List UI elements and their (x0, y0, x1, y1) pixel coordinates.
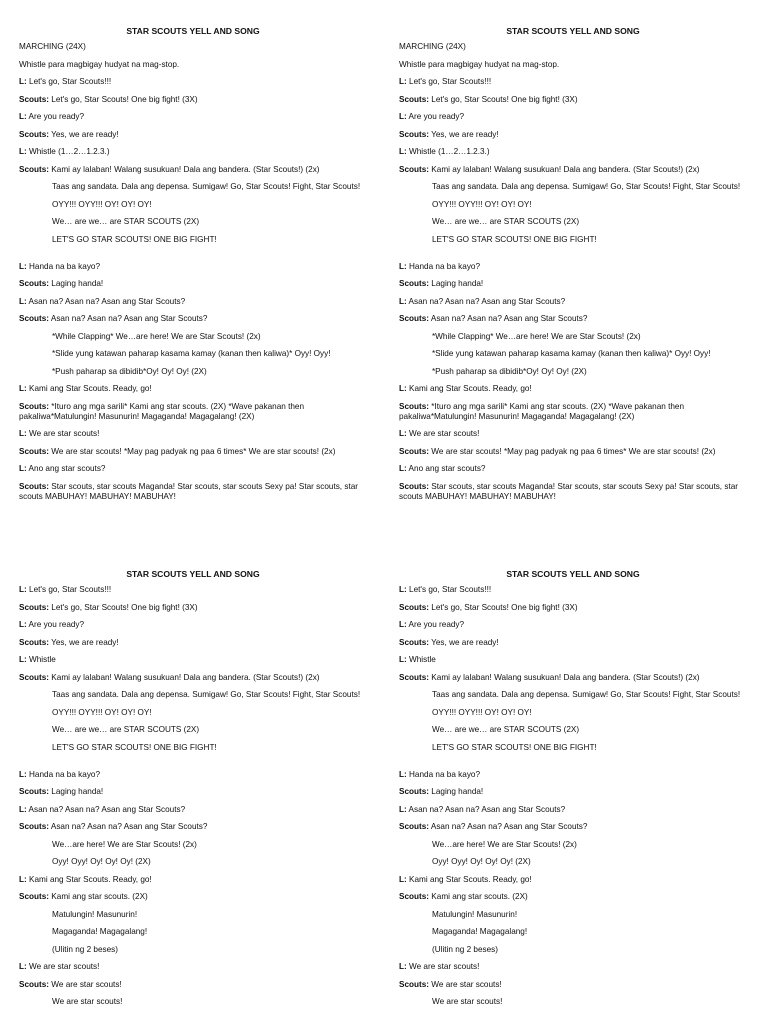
speaker-label: L: (19, 804, 27, 814)
script-line (19, 95, 379, 105)
speaker-label: L: (399, 112, 407, 121)
speaker-label: Scouts: (399, 129, 430, 139)
script-line (19, 384, 379, 394)
line-text: Whistle para magbigay hudyat na mag-stop. (19, 59, 180, 69)
speaker-label: Scouts: (19, 164, 50, 174)
panel-lines (399, 585, 759, 1007)
line-text: Asan na? Asan na? Asan ang Star Scouts? (406, 804, 566, 814)
line-text: Kami ang star scouts. (2X) (49, 892, 148, 901)
speaker-label: L: (19, 962, 27, 971)
line-text: Whistle (1…2…1.2.3.) (406, 147, 490, 156)
script-line (19, 910, 379, 920)
speaker-label: L: (399, 429, 407, 438)
line-text: We are star scouts! (52, 997, 123, 1006)
line-text: Let's go, Star Scouts!!! (406, 585, 492, 594)
line-text: Ano ang star scouts? (26, 464, 106, 473)
speaker-label: Scouts: (19, 401, 50, 411)
line-text: We… are we… are STAR SCOUTS (2X) (432, 725, 580, 734)
script-line (399, 725, 759, 735)
script-line (399, 840, 759, 850)
script-line (399, 962, 759, 972)
line-text: MARCHING (24X) (19, 42, 86, 51)
speaker-label: Scouts: (399, 481, 430, 491)
script-line (19, 60, 379, 70)
line-text: Yes, we are ready! (49, 637, 119, 647)
line-text: Yes, we are ready! (49, 129, 119, 139)
panel-bottom-right (399, 569, 759, 1015)
script-line (19, 875, 379, 885)
script-line (399, 235, 759, 245)
line-text: Matulungin! Masunurin! (432, 909, 518, 919)
line-text: Laging handa! (429, 787, 484, 796)
script-line (19, 603, 379, 613)
speaker-label: Scouts: (399, 314, 430, 323)
script-line (399, 279, 759, 289)
script-line (19, 42, 379, 52)
script-line (399, 464, 759, 474)
script-line (19, 725, 379, 735)
line-text: *While Clapping* We…are here! We are Star Scouts! (2x) (432, 331, 641, 341)
line-text: We… are we… are STAR SCOUTS (2X) (52, 217, 200, 226)
script-line (399, 42, 759, 52)
script-line (19, 962, 379, 972)
line-text: Let's go, Star Scouts! One big fight! (3X) (49, 94, 198, 104)
line-text: Are you ready? (406, 112, 465, 121)
script-line (399, 980, 759, 990)
script-line (19, 770, 379, 780)
script-line (399, 200, 759, 210)
script-line (399, 638, 759, 648)
line-text: Laging handa! (49, 279, 104, 288)
line-text: Let's go, Star Scouts!!! (406, 77, 492, 86)
line-text: Magaganda! Magagalang! (52, 927, 148, 936)
speaker-label: L: (19, 147, 27, 156)
line-text: Asan na? Asan na? Asan ang Star Scouts? (49, 314, 208, 323)
script-line (19, 980, 379, 990)
script-line (19, 447, 379, 457)
line-text: Laging handa! (49, 787, 104, 796)
line-text: We are star scouts! (406, 962, 480, 971)
script-line (19, 200, 379, 210)
panel-title: STAR SCOUTS YELL AND SONG (126, 26, 260, 36)
speaker-label: L: (19, 429, 27, 438)
line-text: Kami ay lalaban! Walang susukuan! Dala ang bandera. (Star Scouts!) (2x) (429, 672, 700, 682)
speaker-label: Scouts: (19, 672, 50, 682)
script-line (19, 165, 379, 175)
speaker-label: Scouts: (19, 892, 50, 901)
script-line (19, 77, 379, 87)
speaker-label: Scouts: (19, 94, 50, 104)
script-line (19, 332, 379, 342)
line-text: *Slide yung katawan paharap kasama kamay (kanan then kaliwa)* Oyy! Oyy! (432, 349, 711, 358)
speaker-label: L: (399, 962, 407, 971)
line-text: Taas ang sandata. Dala ang depensa. Sumigaw! Go, Star Scouts! Fight, Star Scouts! (52, 690, 361, 699)
script-line (19, 857, 379, 867)
script-line (399, 262, 759, 272)
script-line (399, 603, 759, 613)
line-text: Asan na? Asan na? Asan ang Star Scouts? (26, 296, 186, 306)
script-line (19, 708, 379, 718)
speaker-label: L: (19, 77, 27, 86)
script-line (399, 297, 759, 307)
speaker-label: Scouts: (399, 446, 430, 456)
script-line (19, 367, 379, 377)
line-text: OYY!!! OYY!!! OY! OY! OY! (432, 707, 532, 717)
line-text: We are star scouts! (432, 997, 503, 1006)
script-line (19, 112, 379, 122)
line-text: Taas ang sandata. Dala ang depensa. Sumigaw! Go, Star Scouts! Fight, Star Scouts! (52, 182, 361, 191)
line-text: Asan na? Asan na? Asan ang Star Scouts? (429, 314, 588, 323)
line-text: *Ituro ang mga sarili* Kami ang star scouts. (2X) *Wave pakanan then pakaliwa*Matulungin! Masunurin! Magaganda! Magagalang! (2X) (399, 401, 685, 421)
line-text: Whistle (1…2…1.2.3.) (26, 147, 110, 156)
line-text: Taas ang sandata. Dala ang depensa. Sumigaw! Go, Star Scouts! Fight, Star Scouts! (432, 182, 741, 191)
script-line (399, 822, 759, 832)
speaker-label: L: (19, 874, 27, 884)
line-text: We are star scouts! (429, 979, 502, 989)
script-line (19, 482, 379, 502)
script-line (399, 147, 759, 157)
line-text: LET'S GO STAR SCOUTS! ONE BIG FIGHT! (432, 742, 597, 752)
panel-top-left (19, 26, 379, 509)
script-line (19, 314, 379, 324)
line-text: Handa na ba kayo? (406, 769, 481, 779)
script-line (19, 822, 379, 832)
line-text: Kami ang Star Scouts. Ready, go! (26, 384, 152, 393)
speaker-label: L: (19, 261, 27, 271)
script-line (399, 892, 759, 902)
script-line (19, 927, 379, 937)
speaker-label: Scouts: (399, 279, 430, 288)
speaker-label: Scouts: (19, 822, 50, 831)
line-text: *Ituro ang mga sarili* Kami ang star scouts. (2X) *Wave pakanan then pakaliwa*Matulungin! Masunurin! Magaganda! Magagalang! (2X) (19, 401, 305, 421)
script-line (19, 945, 379, 955)
script-line (19, 182, 379, 192)
line-text: Kami ang Star Scouts. Ready, go! (406, 384, 532, 393)
speaker-label: L: (399, 874, 407, 884)
script-line (399, 165, 759, 175)
panel-lines (399, 42, 759, 502)
script-line (399, 217, 759, 227)
script-line (19, 840, 379, 850)
line-text: We… are we… are STAR SCOUTS (2X) (52, 725, 200, 734)
line-text: Oyy! Oyy! Oy! Oy! Oy! (2X) (52, 857, 151, 866)
script-line (399, 787, 759, 797)
script-line (19, 279, 379, 289)
speaker-label: L: (19, 585, 27, 594)
panel-title: STAR SCOUTS YELL AND SONG (126, 569, 260, 579)
line-text: We are star scouts! (26, 962, 100, 971)
script-line (19, 673, 379, 683)
script-line (19, 147, 379, 157)
speaker-label: Scouts: (19, 979, 50, 989)
line-text: Are you ready? (26, 112, 85, 121)
speaker-label: Scouts: (19, 129, 50, 139)
script-line (399, 77, 759, 87)
line-text: LET'S GO STAR SCOUTS! ONE BIG FIGHT! (52, 742, 217, 752)
panel-title: STAR SCOUTS YELL AND SONG (506, 26, 640, 36)
line-text: Kami ay lalaban! Walang susukuan! Dala ang bandera. (Star Scouts!) (2x) (429, 164, 700, 174)
line-text: Asan na? Asan na? Asan ang Star Scouts? (26, 804, 186, 814)
speaker-label: L: (399, 296, 407, 306)
line-text: Star scouts, star scouts Maganda! Star scouts, star scouts Sexy pa! Star scouts, star scouts MABUHAY! MABUHAY! MABUHAY! (19, 481, 359, 501)
line-text: Laging handa! (429, 279, 484, 288)
speaker-label: L: (399, 77, 407, 86)
line-text: Matulungin! Masunurin! (52, 909, 138, 919)
script-line (399, 402, 759, 422)
line-text: We are star scouts! *May pag padyak ng paa 6 times* We are star scouts! (2x) (429, 446, 716, 456)
speaker-label: L: (399, 147, 407, 156)
line-text: OYY!!! OYY!!! OY! OY! OY! (432, 199, 532, 209)
line-text: Yes, we are ready! (429, 129, 499, 139)
line-text: Kami ang Star Scouts. Ready, go! (406, 874, 532, 884)
script-line (399, 655, 759, 665)
line-text: We are star scouts! *May pag padyak ng paa 6 times* We are star scouts! (2x) (49, 446, 336, 456)
line-text: Are you ready? (26, 620, 85, 629)
line-text: Magaganda! Magagalang! (432, 927, 528, 936)
line-text: Whistle para magbigay hudyat na mag-stop. (399, 59, 560, 69)
line-text: *Push paharap sa dibidib*Oy! Oy! Oy! (2X) (432, 366, 587, 376)
script-line (19, 464, 379, 474)
panel-lines (19, 585, 379, 1007)
speaker-label: L: (399, 384, 407, 393)
speaker-label: Scouts: (399, 822, 430, 831)
line-text: Whistle (406, 655, 436, 664)
speaker-label: L: (399, 804, 407, 814)
script-line (399, 620, 759, 630)
script-line (19, 805, 379, 815)
speaker-label: Scouts: (399, 94, 430, 104)
script-line (19, 217, 379, 227)
line-text: Let's go, Star Scouts! One big fight! (3X) (429, 602, 578, 612)
speaker-label: Scouts: (399, 602, 430, 612)
script-line (399, 770, 759, 780)
panel-lines (19, 42, 379, 502)
script-line (19, 892, 379, 902)
panel-top-right (399, 26, 759, 509)
line-text: *Push paharap sa dibidib*Oy! Oy! Oy! (2X) (52, 366, 207, 376)
script-line (399, 182, 759, 192)
script-line (19, 638, 379, 648)
line-text: Handa na ba kayo? (406, 261, 481, 271)
line-text: Kami ang star scouts. (2X) (429, 892, 528, 901)
script-line (19, 787, 379, 797)
speaker-label: L: (19, 464, 27, 473)
script-line (19, 585, 379, 595)
speaker-label: L: (399, 655, 407, 664)
line-text: Asan na? Asan na? Asan ang Star Scouts? (406, 296, 566, 306)
line-text: Let's go, Star Scouts!!! (26, 585, 112, 594)
panel-bottom-left (19, 569, 379, 1015)
script-line (399, 805, 759, 815)
script-line (399, 314, 759, 324)
speaker-label: Scouts: (399, 637, 430, 647)
line-text: We…are here! We are Star Scouts! (2x) (52, 839, 197, 849)
speaker-label: L: (19, 655, 27, 664)
line-text: LET'S GO STAR SCOUTS! ONE BIG FIGHT! (432, 234, 597, 244)
panel-title: STAR SCOUTS YELL AND SONG (506, 569, 640, 579)
script-line (399, 997, 759, 1007)
line-text: We are star scouts! (406, 429, 480, 438)
script-line (19, 235, 379, 245)
speaker-label: L: (19, 620, 27, 629)
speaker-label: Scouts: (19, 481, 50, 491)
speaker-label: Scouts: (19, 279, 50, 288)
line-text: *While Clapping* We…are here! We are Star Scouts! (2x) (52, 331, 261, 341)
script-line (19, 402, 379, 422)
script-line (19, 429, 379, 439)
line-text: LET'S GO STAR SCOUTS! ONE BIG FIGHT! (52, 234, 217, 244)
speaker-label: L: (399, 464, 407, 473)
line-text: Handa na ba kayo? (26, 261, 101, 271)
speaker-label: Scouts: (399, 979, 430, 989)
script-line (399, 95, 759, 105)
script-line (399, 332, 759, 342)
line-text: Yes, we are ready! (429, 637, 499, 647)
speaker-label: L: (19, 296, 27, 306)
script-line (399, 429, 759, 439)
line-text: Let's go, Star Scouts! One big fight! (3X) (429, 94, 578, 104)
script-line (19, 620, 379, 630)
script-line (399, 690, 759, 700)
line-text: Star scouts, star scouts Maganda! Star scouts, star scouts Sexy pa! Star scouts, star scouts MABUHAY! MABUHAY! MABUHAY! (399, 481, 739, 501)
line-text: MARCHING (24X) (399, 42, 466, 51)
script-line (19, 297, 379, 307)
line-text: OYY!!! OYY!!! OY! OY! OY! (52, 199, 152, 209)
speaker-label: Scouts: (19, 787, 50, 796)
speaker-label: L: (19, 112, 27, 121)
line-text: Are you ready? (406, 620, 465, 629)
line-text: Asan na? Asan na? Asan ang Star Scouts? (429, 822, 588, 831)
line-text: Oyy! Oyy! Oy! Oy! Oy! (2X) (432, 857, 531, 866)
speaker-label: Scouts: (19, 314, 50, 323)
script-line (399, 130, 759, 140)
script-line (399, 673, 759, 683)
line-text: We are star scouts! (49, 979, 122, 989)
line-text: OYY!!! OYY!!! OY! OY! OY! (52, 707, 152, 717)
line-text: (Ulitin ng 2 beses) (52, 944, 118, 954)
script-line (399, 60, 759, 70)
line-text: Whistle (26, 655, 56, 664)
speaker-label: L: (19, 384, 27, 393)
script-line (19, 130, 379, 140)
script-line (399, 708, 759, 718)
script-line (399, 585, 759, 595)
speaker-label: Scouts: (19, 637, 50, 647)
script-line (399, 945, 759, 955)
script-line (399, 447, 759, 457)
script-line (399, 910, 759, 920)
speaker-label: Scouts: (399, 787, 430, 796)
line-text: Kami ay lalaban! Walang susukuan! Dala ang bandera. (Star Scouts!) (2x) (49, 672, 320, 682)
line-text: We… are we… are STAR SCOUTS (2X) (432, 217, 580, 226)
script-line (399, 743, 759, 753)
speaker-label: Scouts: (399, 892, 430, 901)
line-text: Handa na ba kayo? (26, 769, 101, 779)
line-text: (Ulitin ng 2 beses) (432, 944, 498, 954)
speaker-label: Scouts: (19, 602, 50, 612)
speaker-label: Scouts: (399, 401, 430, 411)
line-text: Let's go, Star Scouts!!! (26, 77, 112, 86)
line-text: Let's go, Star Scouts! One big fight! (3X) (49, 602, 198, 612)
script-line (19, 349, 379, 359)
line-text: We…are here! We are Star Scouts! (2x) (432, 839, 577, 849)
script-line (399, 367, 759, 377)
line-text: Asan na? Asan na? Asan ang Star Scouts? (49, 822, 208, 831)
script-line (399, 112, 759, 122)
speaker-label: L: (399, 261, 407, 271)
script-line (399, 857, 759, 867)
speaker-label: L: (399, 769, 407, 779)
speaker-label: L: (399, 620, 407, 629)
speaker-label: Scouts: (19, 446, 50, 456)
line-text: Ano ang star scouts? (406, 464, 486, 473)
line-text: *Slide yung katawan paharap kasama kamay (kanan then kaliwa)* Oyy! Oyy! (52, 349, 331, 358)
speaker-label: Scouts: (399, 164, 430, 174)
line-text: Kami ay lalaban! Walang susukuan! Dala ang bandera. (Star Scouts!) (2x) (49, 164, 320, 174)
script-line (399, 875, 759, 885)
speaker-label: L: (19, 769, 27, 779)
script-line (399, 482, 759, 502)
script-line (19, 262, 379, 272)
script-line (19, 655, 379, 665)
script-line (399, 384, 759, 394)
script-line (399, 927, 759, 937)
speaker-label: Scouts: (399, 672, 430, 682)
speaker-label: L: (399, 585, 407, 594)
line-text: Kami ang Star Scouts. Ready, go! (26, 874, 152, 884)
script-line (399, 349, 759, 359)
script-line (19, 690, 379, 700)
script-line (19, 743, 379, 753)
line-text: Taas ang sandata. Dala ang depensa. Sumigaw! Go, Star Scouts! Fight, Star Scouts! (432, 690, 741, 699)
line-text: We are star scouts! (26, 429, 100, 438)
script-line (19, 997, 379, 1007)
